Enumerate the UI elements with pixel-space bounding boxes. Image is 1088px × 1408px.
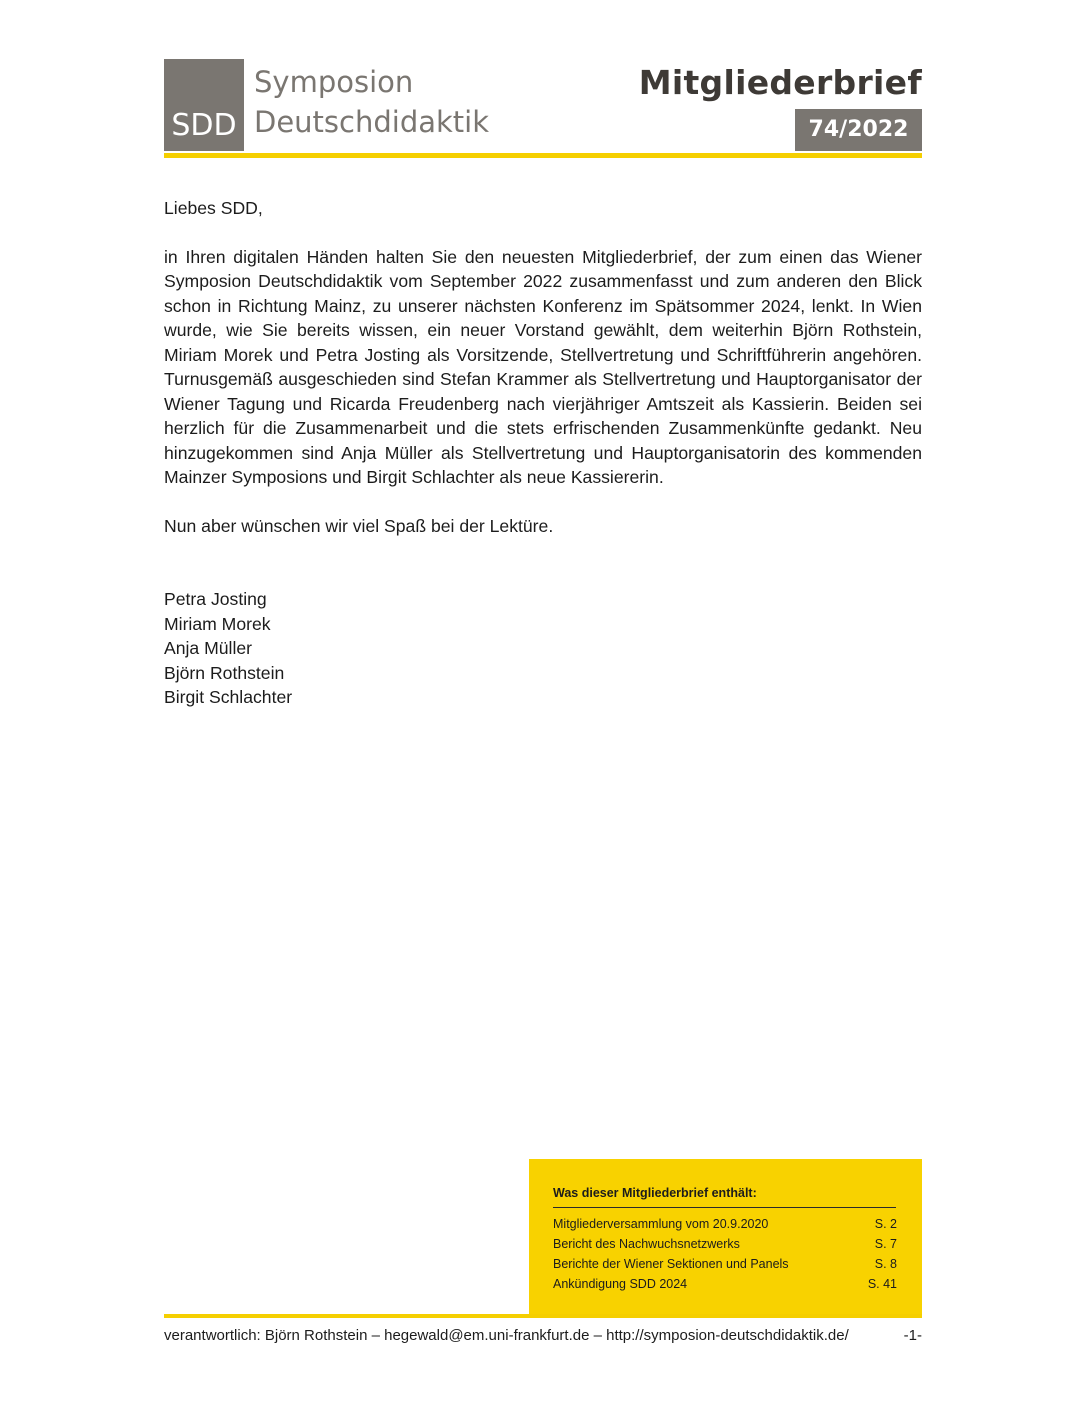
logo-abbreviation: SDD — [171, 108, 237, 143]
page-number: -1- — [903, 1327, 922, 1344]
contents-item-label: Bericht des Nachwuchsnetzwerks — [553, 1237, 740, 1251]
signer-name: Björn Rothstein — [164, 662, 285, 683]
contents-item-label: Ankündigung SDD 2024 — [553, 1277, 688, 1291]
logo-line-1: Symposion — [254, 65, 414, 99]
signer-name: Birgit Schlachter — [164, 687, 293, 707]
footer — [164, 1327, 922, 1344]
letter-closing: Nun aber wünschen wir viel Spaß bei der Lektüre. — [164, 515, 554, 536]
contents-list — [553, 1214, 897, 1294]
signer-list — [164, 587, 922, 710]
contents-item-page: S. 7 — [874, 1237, 897, 1251]
signer-name: Petra Josting — [164, 589, 267, 609]
contents-divider — [553, 1207, 896, 1208]
letter-paragraph: in Ihren digitalen Händen halten Sie den neuesten Mitgliederbrief, der zum einen das Wiener Symposion Deutschdidaktik vom September 2022 zusammenfasst und zum anderen den Blick schon in Richtung Mainz, zu unserer nächsten Konferenz im Spätsommer 2024, lenkt. In Wien wurde, wie Sie bereits wissen, ein neuer Vorstand gewählt, dem weiterhin Björn Rothstein, Miriam Morek und Petra Josting als Vorsitzende, Stellvertretung und Schriftführerin angehören. Turnusgemäß ausgeschieden sind Stefan Krammer als Stellvertretung und Hauptorganisator der Wiener Tagung und Ricarda Freudenberg nach vierjähriger Amtszeit als Kassierin. Beiden sei herzlich für die Zusammenarbeit und die stets erfrischenden Zusammenkünfte gedankt. Neu hinzugekommen sind Anja Müller als Stellvertretung und Hauptorganisatorin des kommenden Mainzer Symposions und Birgit Schlachter als neue Kassiererin. — [164, 246, 922, 487]
signer-name: Miriam Morek — [164, 613, 271, 634]
header-divider — [164, 153, 922, 158]
logo-wordmark — [254, 62, 489, 142]
contents-item — [553, 1214, 897, 1234]
contents-item — [553, 1254, 897, 1274]
document-title: Mitgliederbrief — [638, 63, 922, 102]
contents-item — [553, 1274, 897, 1294]
letter-greeting: Liebes SDD, — [164, 198, 263, 218]
contents-item — [553, 1234, 897, 1254]
contents-item-page: S. 41 — [867, 1277, 897, 1291]
footer-divider — [164, 1314, 922, 1318]
contents-item-page: S. 2 — [874, 1217, 897, 1231]
signer-name: Anja Müller — [164, 638, 253, 658]
contents-item-label: Mitgliederversammlung vom 20.9.2020 — [553, 1217, 769, 1231]
footer-responsible: verantwortlich: Björn Rothstein – hegewald@em.uni-frankfurt.de – http://symposion-deutschdidaktik.de/ — [164, 1327, 849, 1344]
logo-line-2: Deutschdidaktik — [254, 105, 490, 139]
contents-heading: Was dieser Mitgliederbrief enthält: — [553, 1186, 757, 1200]
contents-box — [529, 1159, 922, 1316]
sdd-logo — [164, 59, 244, 151]
letter-body — [164, 196, 922, 710]
contents-item-page: S. 8 — [874, 1257, 897, 1271]
issue-number: 74/2022 — [795, 109, 922, 151]
contents-item-label: Berichte der Wiener Sektionen und Panels — [553, 1257, 789, 1271]
